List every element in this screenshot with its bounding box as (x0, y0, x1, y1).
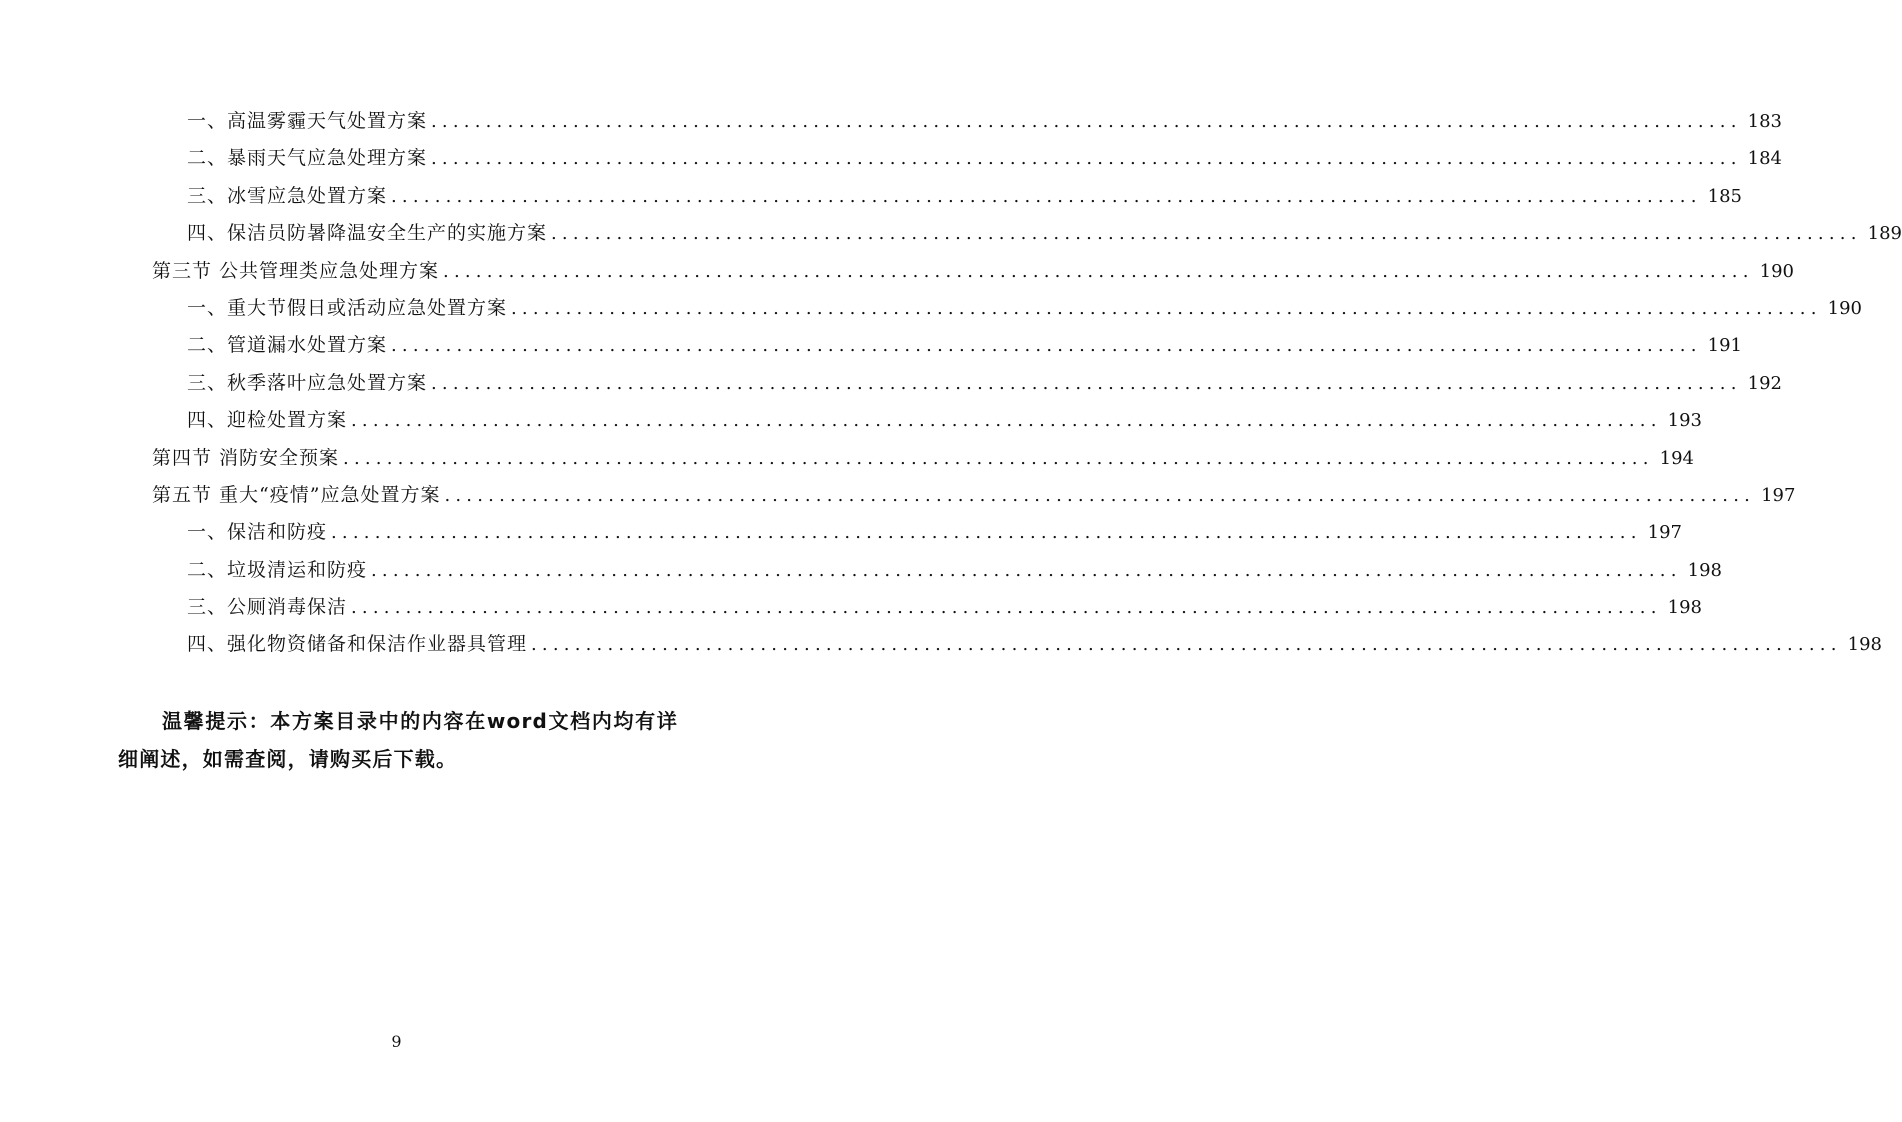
page-number: 9 (391, 1032, 402, 1051)
toc-entry-title: 一、重大节假日或活动应急处置方案 (187, 296, 508, 319)
toc-entry (0, 327, 1742, 364)
toc-entry-title: 三、秋季落叶应急处置方案 (187, 371, 428, 394)
table-of-contents (0, 103, 1902, 664)
toc-entry-page: 191 (1707, 335, 1742, 357)
toc-entry (0, 290, 1862, 327)
toc-dot-leader: ........................................................................................................................ (531, 634, 1842, 656)
toc-dot-leader: ........................................................................................................................ (431, 372, 1742, 394)
toc-entry-title: 四、迎检处置方案 (187, 409, 348, 432)
toc-entry (0, 178, 1742, 215)
toc-entry-title: 二、暴雨天气应急处理方案 (187, 147, 428, 170)
toc-entry-page: 185 (1707, 185, 1742, 207)
toc-entry (0, 626, 1882, 663)
notice-text: 温馨提示：本方案目录中的内容在word文档内均有详细阐述，如需查阅，请购买后下载。 (118, 709, 678, 771)
toc-dot-leader: ........................................................................................................................ (371, 559, 1682, 581)
toc-dot-leader: ........................................................................................................................ (444, 484, 1756, 506)
toc-entry (0, 589, 1702, 626)
toc-entry-page: 198 (1847, 634, 1882, 656)
toc-dot-leader: ........................................................................................................................ (351, 410, 1662, 432)
toc-dot-leader: ........................................................................................................................ (431, 148, 1742, 170)
toc-entry (0, 440, 1695, 477)
toc-entry (0, 365, 1782, 402)
toc-entry-page: 198 (1667, 597, 1702, 619)
toc-dot-leader: ........................................................................................................................ (351, 597, 1662, 619)
toc-entry-title: 一、高温雾霾天气处置方案 (187, 110, 428, 132)
toc-entry (0, 103, 1782, 140)
toc-entry-page: 190 (1827, 297, 1862, 319)
toc-entry (0, 552, 1722, 589)
toc-entry-title: 二、垃圾清运和防疫 (187, 558, 368, 581)
toc-entry (0, 215, 1902, 252)
toc-dot-leader: ........................................................................................................................ (511, 297, 1822, 319)
toc-entry-title: 四、保洁员防暑降温安全生产的实施方案 (187, 222, 548, 245)
toc-entry-title: 一、保洁和防疫 (187, 521, 328, 544)
toc-entry-title: 第四节 消防安全预案 (152, 446, 340, 469)
toc-entry (0, 253, 1795, 290)
toc-dot-leader: ........................................................................................................................ (431, 111, 1742, 132)
toc-entry-page: 198 (1687, 559, 1722, 581)
toc-entry-title: 二、管道漏水处置方案 (187, 334, 388, 357)
toc-entry (0, 140, 1782, 177)
toc-entry-page: 189 (1867, 223, 1902, 245)
toc-dot-leader: ........................................................................................................................ (391, 185, 1702, 207)
toc-entry-page: 184 (1747, 148, 1782, 170)
toc-entry-page: 190 (1759, 260, 1795, 282)
toc-dot-leader: ........................................................................................................................ (551, 223, 1862, 245)
toc-entry-page: 197 (1647, 522, 1682, 544)
toc-entry-page: 183 (1747, 111, 1782, 132)
toc-entry-title: 三、冰雪应急处置方案 (187, 184, 388, 207)
toc-entry-page: 194 (1659, 447, 1695, 469)
toc-dot-leader: ........................................................................................................................ (343, 447, 1654, 469)
toc-dot-leader: ........................................................................................................................ (443, 260, 1754, 282)
toc-entry-title: 第五节 重大“疫情”应急处置方案 (152, 483, 441, 506)
toc-entry (0, 514, 1682, 551)
toc-entry-title: 第三节 公共管理类应急处理方案 (152, 259, 440, 282)
toc-entry (0, 402, 1702, 439)
toc-entry (0, 477, 1796, 514)
toc-dot-leader: ........................................................................................................................ (331, 522, 1642, 544)
toc-entry-title: 四、强化物资储备和保洁作业器具管理 (187, 633, 528, 656)
toc-entry-page: 193 (1667, 410, 1702, 432)
toc-dot-leader: ........................................................................................................................ (391, 335, 1702, 357)
toc-entry-page: 197 (1761, 484, 1796, 506)
toc-entry-title: 三、公厕消毒保洁 (187, 596, 348, 619)
toc-entry-page: 192 (1747, 372, 1782, 394)
